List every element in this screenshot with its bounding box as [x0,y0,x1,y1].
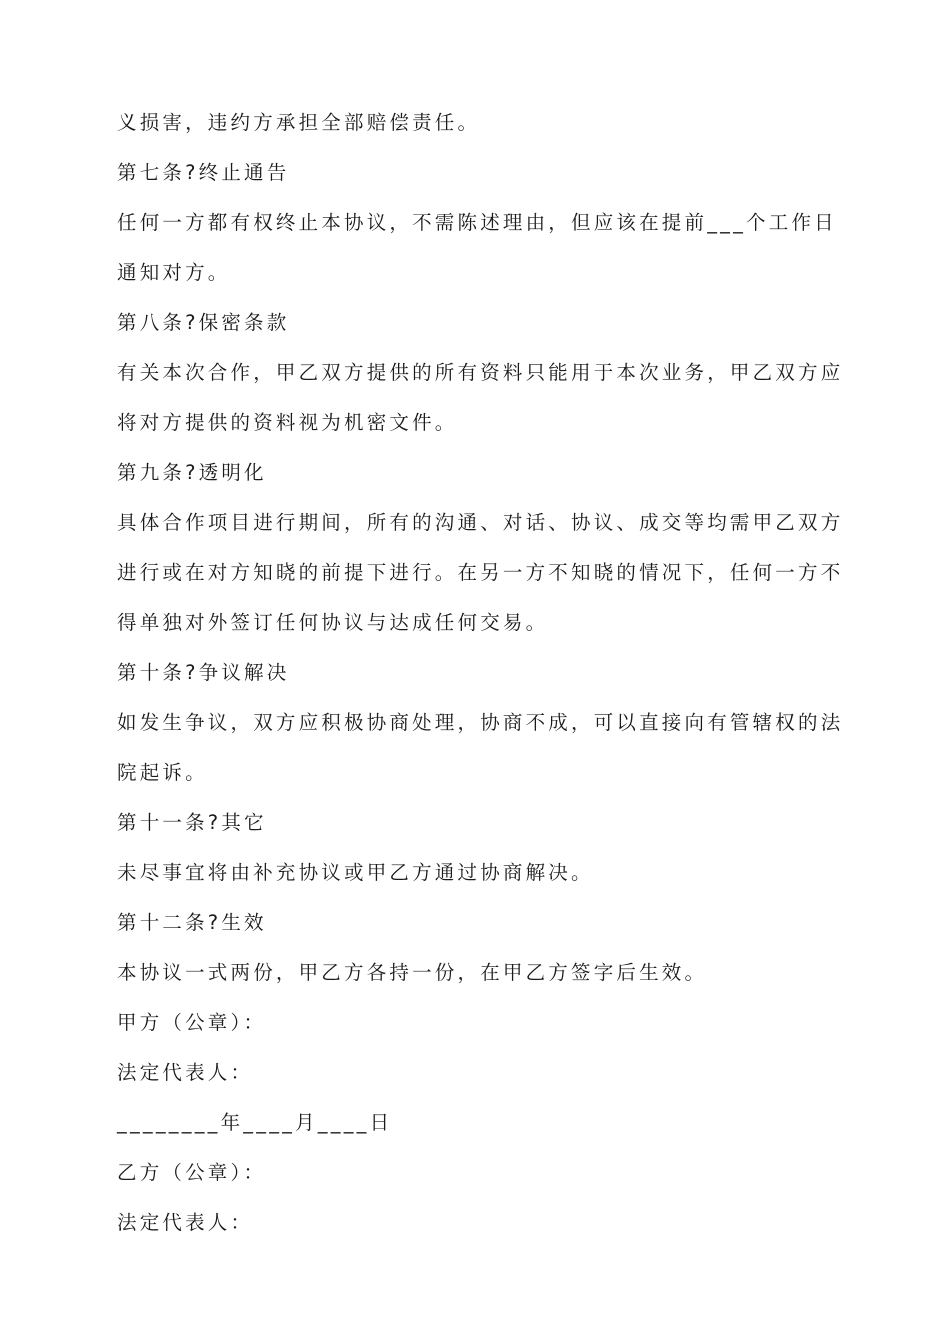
body-text-line: 通知对方。 [117,261,231,284]
body-text-line: 未尽事宜将由补充协议或甲乙方通过协商解决。 [117,861,594,884]
article-12-heading: 第十二条?生效 [117,911,267,934]
signing-date-line: ________年____月____日 [117,1111,393,1134]
body-text-line: 如发生争议，双方应积极协商处理，协商不成，可以直接向有管辖权的法 [117,711,844,734]
body-text-line: 本协议一式两份，甲乙方各持一份，在甲乙方签字后生效。 [117,961,708,984]
party-b-representative-label: 法定代表人： [117,1211,254,1234]
document-body [117,98,844,1248]
party-b-seal-label: 乙方（公章）： [117,1161,267,1184]
body-text-line: 将对方提供的资料视为机密文件。 [117,411,458,434]
article-8-heading: 第八条?保密条款 [117,311,290,334]
party-a-seal-label: 甲方（公章）： [117,1011,267,1034]
body-text-line: 院起诉。 [117,761,208,784]
body-text-line: 得单独对外签订任何协议与达成任何交易。 [117,611,549,634]
article-11-heading: 第十一条?其它 [117,811,267,834]
body-text-line: 有关本次合作，甲乙双方提供的所有资料只能用于本次业务，甲乙双方应 [117,361,844,384]
article-10-heading: 第十条?争议解决 [117,661,290,684]
body-text-line: 进行或在对方知晓的前提下进行。在另一方不知晓的情况下，任何一方不 [117,561,844,584]
article-9-heading: 第九条?透明化 [117,461,267,484]
party-a-representative-label: 法定代表人： [117,1061,254,1084]
body-text-line: 任何一方都有权终止本协议，不需陈述理由，但应该在提前___个工作日 [117,211,837,234]
body-text-line: 具体合作项目进行期间，所有的沟通、对话、协议、成交等均需甲乙双方 [117,511,844,534]
article-7-heading: 第七条?终止通告 [117,161,290,184]
body-text-line: 义损害，违约方承担全部赔偿责任。 [117,111,481,134]
